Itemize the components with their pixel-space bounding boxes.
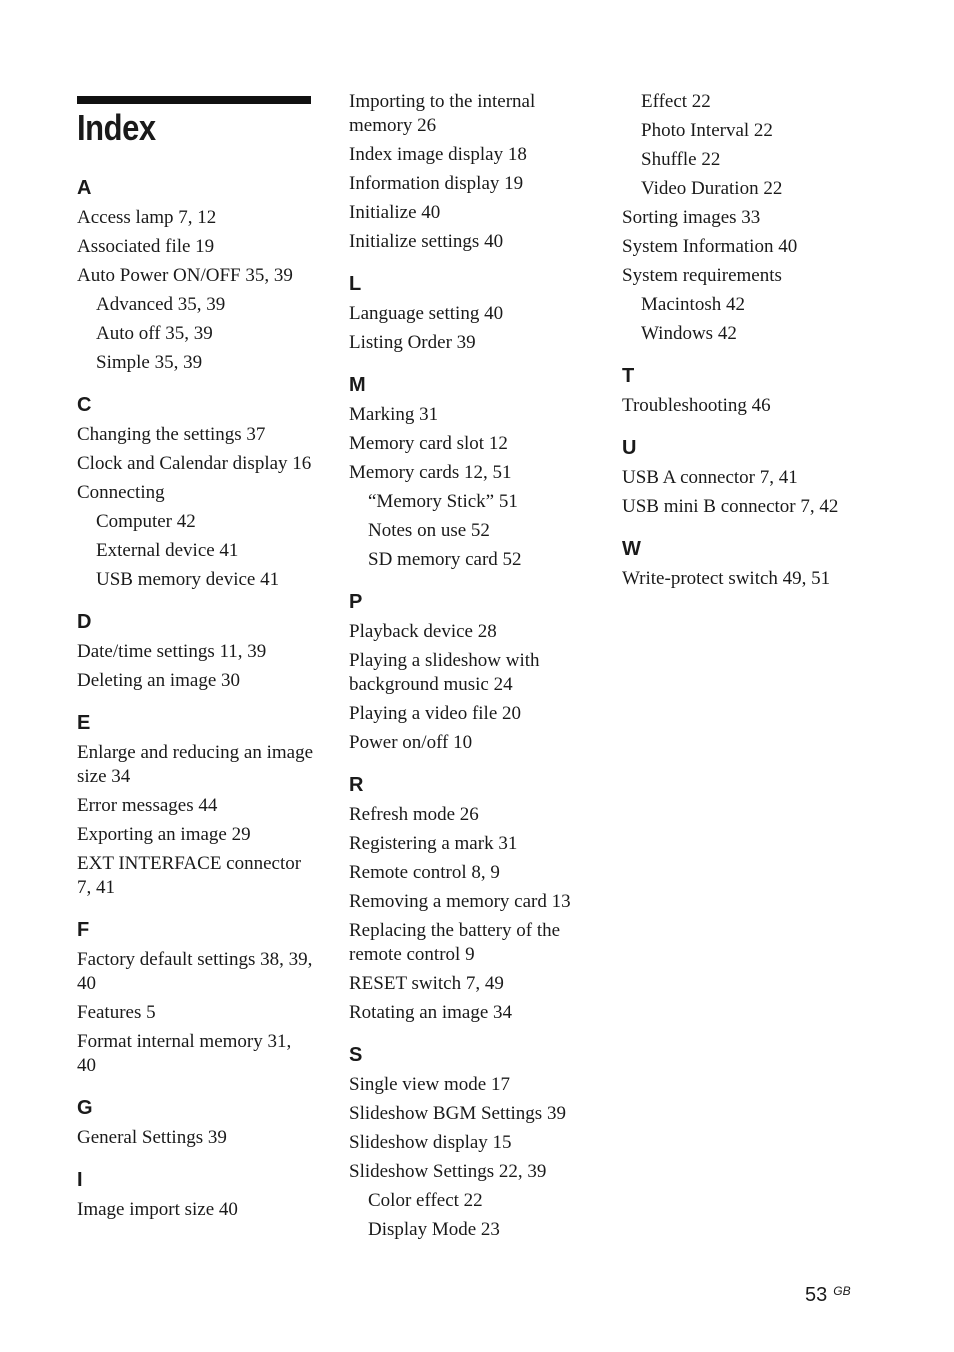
section-letter: E <box>77 712 91 734</box>
index-entry: Slideshow BGM Settings 39 <box>349 1103 566 1124</box>
index-entry: Playing a video file 20 <box>349 703 522 724</box>
index-entry: Image import size 40 <box>77 1199 238 1220</box>
index-entry: Index image display 18 <box>349 144 527 165</box>
index-entry: Connecting <box>77 482 165 503</box>
section-letter: R <box>349 774 364 796</box>
index-subentry: “Memory Stick” 51 <box>368 491 518 512</box>
index-section <box>622 90 872 346</box>
index-entry: RESET switch 7, 49 <box>349 973 504 994</box>
index-section <box>349 272 599 355</box>
index-subentry: Notes on use 52 <box>368 520 490 541</box>
index-section <box>77 1096 313 1150</box>
index-entry: Memory cards 12, 51 <box>349 462 512 483</box>
section-letter: A <box>77 177 92 199</box>
index-entry: Enlarge and reducing an image size 34 <box>77 742 313 787</box>
column-sections <box>349 90 599 1242</box>
index-subentry: Auto off 35, 39 <box>96 323 213 344</box>
index-subentry: Display Mode 23 <box>368 1219 500 1240</box>
index-entry: Slideshow Settings 22, 39 <box>349 1161 547 1182</box>
index-section <box>77 711 313 900</box>
section-letter: M <box>349 374 366 396</box>
section-letter: D <box>77 611 92 633</box>
index-entry: Sorting images 33 <box>622 207 761 228</box>
column-sections <box>77 176 313 1222</box>
index-entry: Marking 31 <box>349 404 439 425</box>
index-entry: Playing a slideshow with background music 24 <box>349 650 540 695</box>
index-subentry: Shuffle 22 <box>641 149 721 170</box>
index-section <box>349 1043 599 1242</box>
index-subentry: SD memory card 52 <box>368 549 522 570</box>
index-section <box>349 90 599 254</box>
index-subentry: Effect 22 <box>641 91 711 112</box>
index-section <box>77 176 313 375</box>
index-section <box>349 373 599 572</box>
section-letter: C <box>77 394 92 416</box>
index-entry: USB A connector 7, 41 <box>622 467 798 488</box>
index-entry: Associated file 19 <box>77 236 215 257</box>
section-letter: W <box>622 538 641 560</box>
index-entry: Write-protect switch 49, 51 <box>622 568 831 589</box>
section-letter: F <box>77 919 90 941</box>
index-entry: EXT INTERFACE connector 7, 41 <box>77 853 302 898</box>
index-entry: Importing to the internal memory 26 <box>349 91 536 136</box>
index-entry: Rotating an image 34 <box>349 1002 513 1023</box>
index-entry: Single view mode 17 <box>349 1074 510 1095</box>
section-letter: I <box>77 1169 83 1191</box>
index-entry: System requirements <box>622 265 782 286</box>
index-section <box>77 610 313 693</box>
index-entry: Features 5 <box>77 1002 156 1023</box>
title-rule <box>77 96 311 104</box>
index-entry: Troubleshooting 46 <box>622 395 771 416</box>
index-entry: Factory default settings 38, 39, 40 <box>77 949 313 994</box>
section-letter: T <box>622 365 635 387</box>
index-column-2 <box>349 90 599 1260</box>
index-subentry: Windows 42 <box>641 323 737 344</box>
index-subentry: Macintosh 42 <box>641 294 745 315</box>
index-entry: Remote control 8, 9 <box>349 862 500 883</box>
index-entry: Format internal memory 31, 40 <box>77 1031 292 1076</box>
region-code: GB <box>833 1284 851 1298</box>
index-entry: Refresh mode 26 <box>349 804 479 825</box>
index-subentry: Advanced 35, 39 <box>96 294 226 315</box>
index-entry: Listing Order 39 <box>349 332 476 353</box>
index-entry: Exporting an image 29 <box>77 824 251 845</box>
index-entry: Error messages 44 <box>77 795 218 816</box>
index-subentry: Video Duration 22 <box>641 178 783 199</box>
index-section <box>77 1168 313 1222</box>
page-number-value: 53 <box>805 1284 828 1306</box>
index-subentry: Computer 42 <box>96 511 196 532</box>
section-letter: S <box>349 1044 363 1066</box>
index-entry: Slideshow display 15 <box>349 1132 512 1153</box>
section-letter: G <box>77 1097 93 1119</box>
index-entry: Deleting an image 30 <box>77 670 241 691</box>
index-section <box>349 773 599 1025</box>
index-entry: Clock and Calendar display 16 <box>77 453 312 474</box>
index-entry: Power on/off 10 <box>349 732 473 753</box>
index-entry: Access lamp 7, 12 <box>77 207 217 228</box>
page-title: Index <box>77 107 156 148</box>
index-section <box>622 537 872 591</box>
section-letter: U <box>622 437 637 459</box>
column-sections <box>622 90 872 591</box>
index-section <box>77 393 313 592</box>
section-letter: P <box>349 591 363 613</box>
index-subentry: Simple 35, 39 <box>96 352 203 373</box>
index-section <box>622 436 872 519</box>
index-column-1 <box>77 90 313 1240</box>
index-entry: Initialize settings 40 <box>349 231 504 252</box>
page-number <box>805 1279 851 1307</box>
index-entry: Initialize 40 <box>349 202 441 223</box>
index-entry: Auto Power ON/OFF 35, 39 <box>77 265 293 286</box>
index-section <box>349 590 599 755</box>
index-section <box>622 364 872 418</box>
index-entry: USB mini B connector 7, 42 <box>622 496 839 517</box>
index-section <box>77 918 313 1078</box>
index-entry: Registering a mark 31 <box>349 833 518 854</box>
index-entry: Date/time settings 11, 39 <box>77 641 267 662</box>
index-entry: Language setting 40 <box>349 303 504 324</box>
index-subentry: USB memory device 41 <box>96 569 280 590</box>
index-entry: Replacing the battery of the remote control 9 <box>349 920 561 965</box>
index-subentry: External device 41 <box>96 540 239 561</box>
index-subentry: Photo Interval 22 <box>641 120 773 141</box>
index-entry: General Settings 39 <box>77 1127 227 1148</box>
index-entry: Removing a memory card 13 <box>349 891 571 912</box>
index-entry: System Information 40 <box>622 236 798 257</box>
index-column-3 <box>622 90 872 609</box>
index-subentry: Color effect 22 <box>368 1190 483 1211</box>
index-entry: Changing the settings 37 <box>77 424 266 445</box>
index-entry: Memory card slot 12 <box>349 433 508 454</box>
index-entry: Playback device 28 <box>349 621 497 642</box>
section-letter: L <box>349 273 362 295</box>
index-entry: Information display 19 <box>349 173 524 194</box>
